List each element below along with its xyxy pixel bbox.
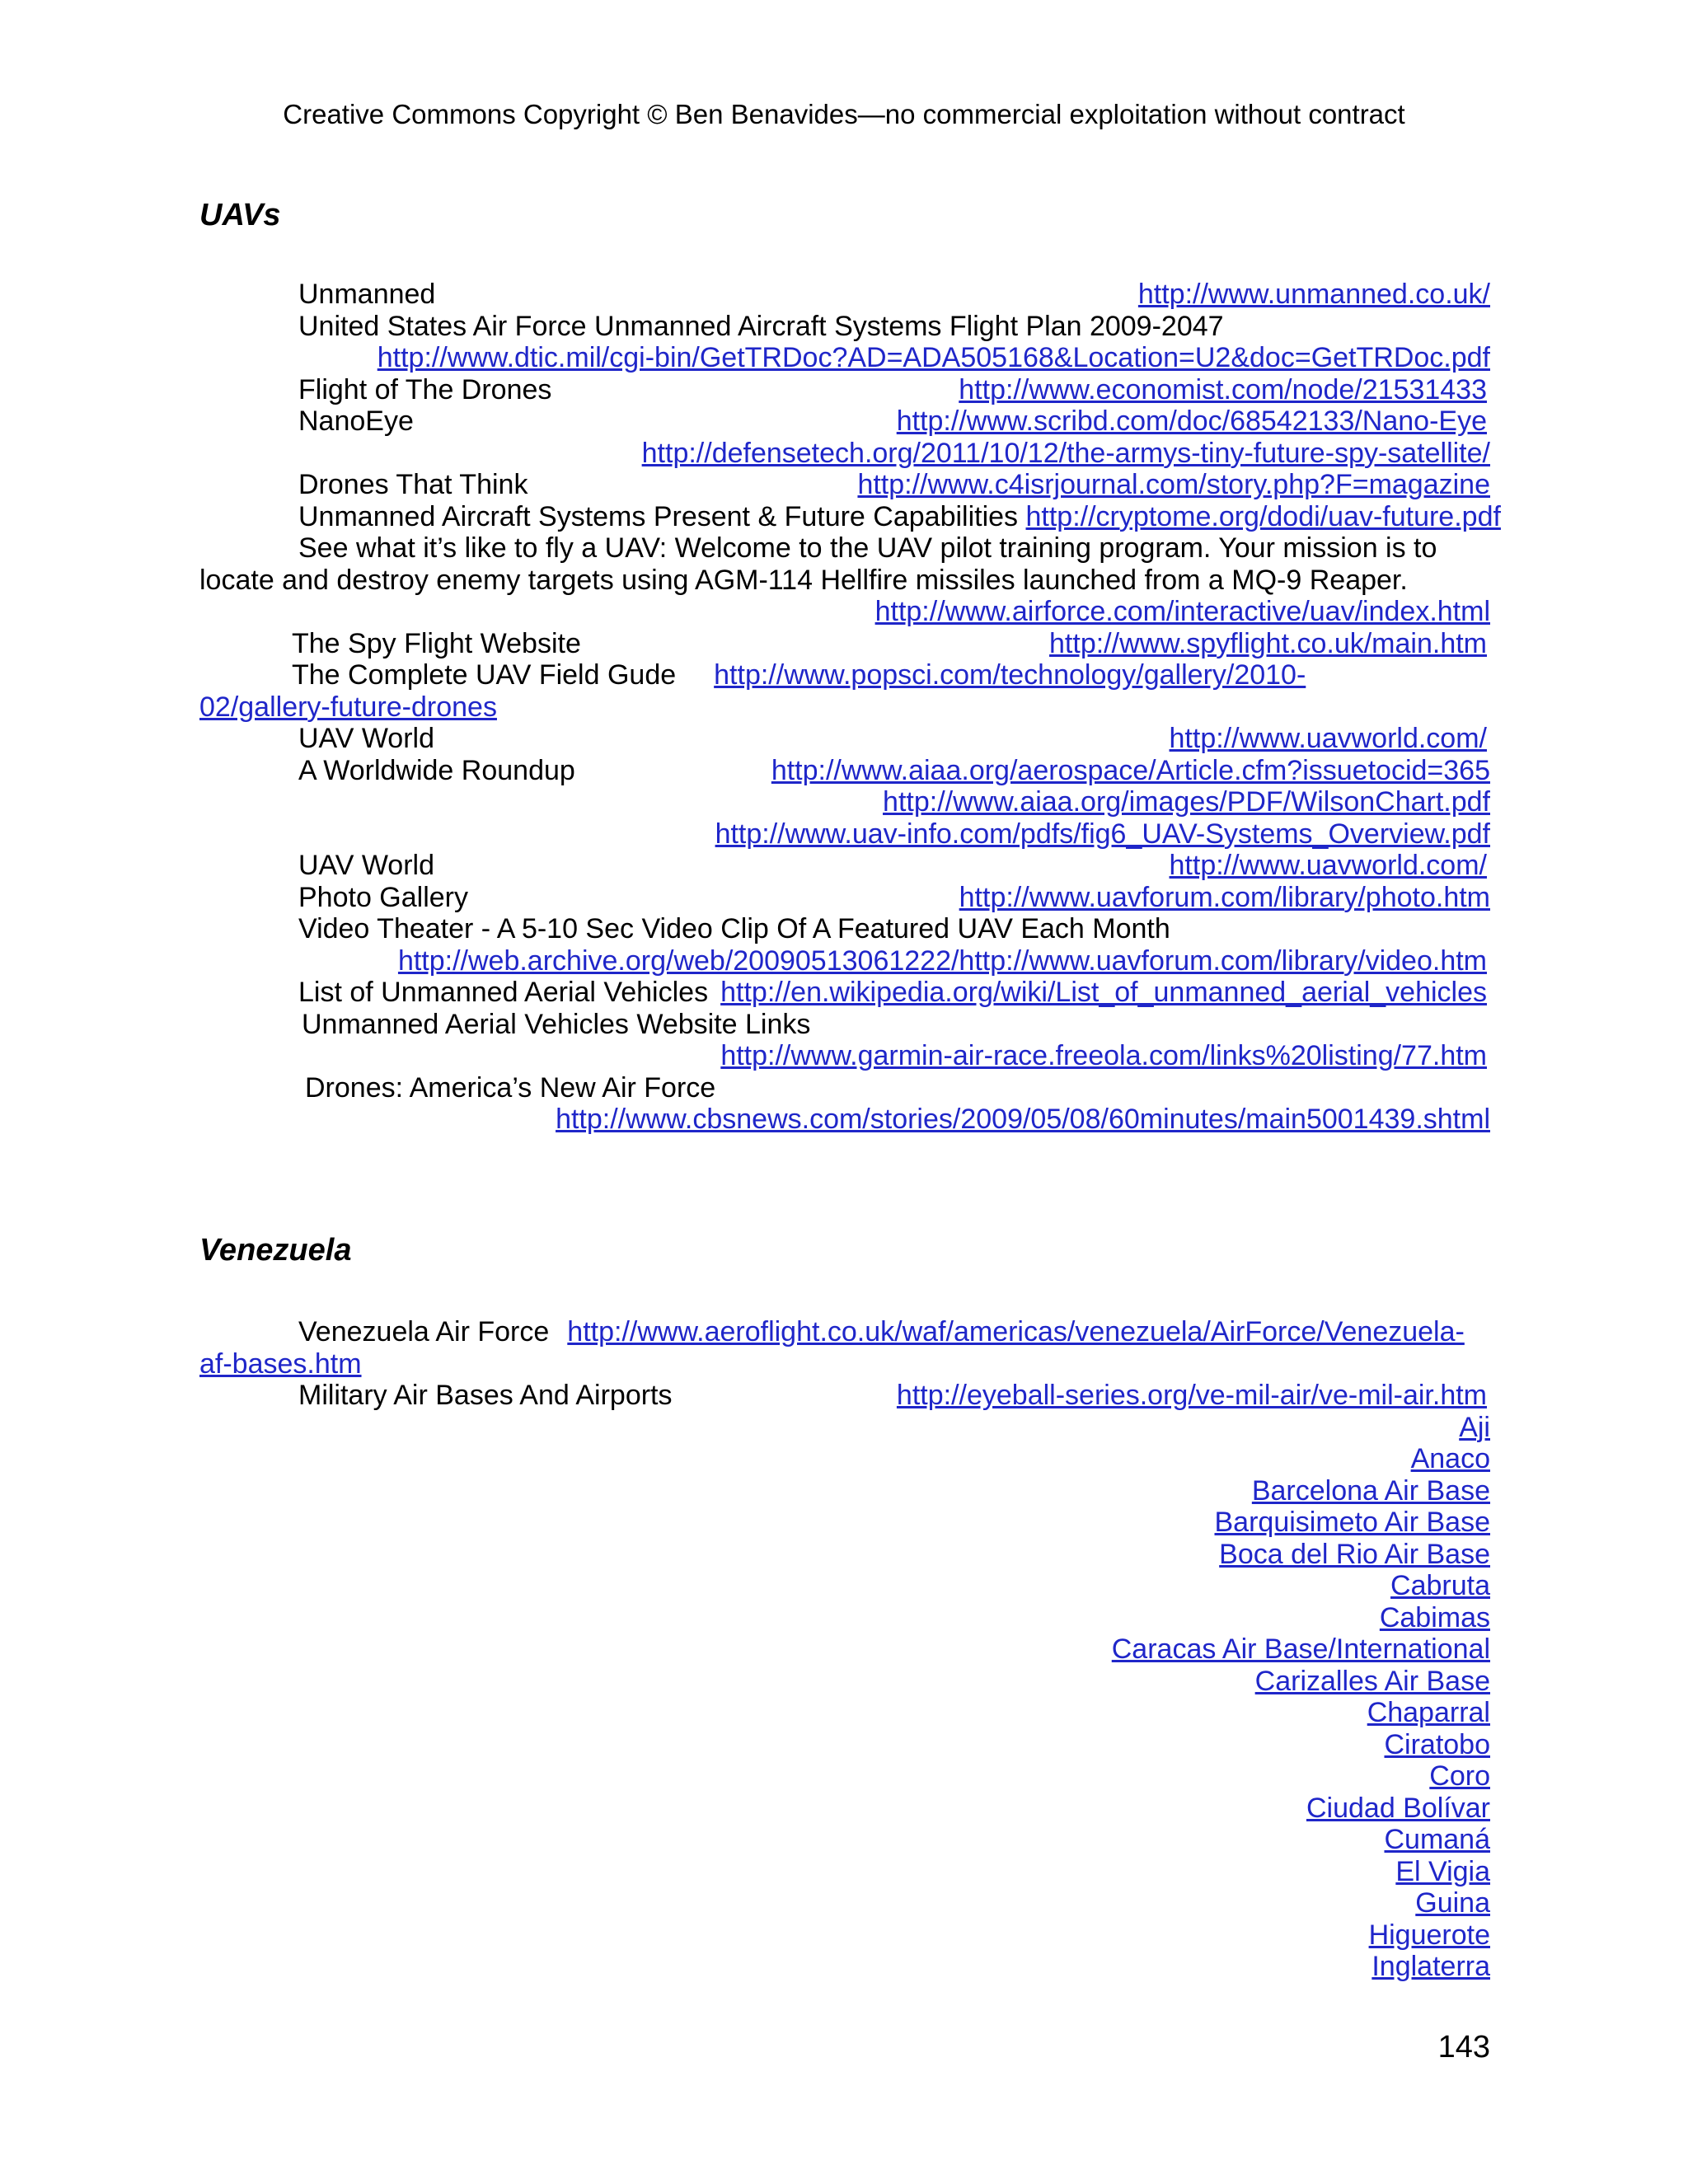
- item-label: NanoEye: [298, 405, 414, 437]
- air-base-link[interactable]: Anaco: [1410, 1443, 1490, 1474]
- page-header: Creative Commons Copyright © Ben Benavides—no commercial exploitation without contract: [283, 99, 1405, 129]
- item-link[interactable]: http://www.aiaa.org/images/PDF/WilsonChart.pdf: [883, 786, 1490, 818]
- item-link[interactable]: http://www.airforce.com/interactive/uav/index.html: [874, 596, 1490, 627]
- item-label: See what it’s like to fly a UAV: Welcome to the UAV pilot training program. Your mission is to locate and destroy enemy targets using AGM-114 Hellfire missiles launched from a MQ-9 Reaper.: [199, 532, 1437, 596]
- item-label: The Spy Flight Website: [292, 627, 581, 659]
- list-item: [199, 945, 1490, 977]
- item-label: Photo Gallery: [298, 881, 468, 913]
- list-item: [199, 1380, 1490, 1412]
- item-link[interactable]: http://www.uavworld.com/: [1169, 723, 1487, 754]
- list-item: [199, 1412, 1490, 1444]
- list-item: [199, 1951, 1490, 1983]
- air-base-link[interactable]: Ciratobo: [1384, 1728, 1490, 1760]
- list-item: [199, 882, 1490, 914]
- item-link[interactable]: http://en.wikipedia.org/wiki/List_of_unmanned_aerial_vehicles: [720, 977, 1487, 1008]
- item-link[interactable]: http://eyeball-series.org/ve-mil-air/ve-mil-air.htm: [896, 1380, 1487, 1411]
- air-base-link[interactable]: Cumaná: [1384, 1824, 1490, 1855]
- list-item: [199, 596, 1490, 628]
- list-item: [199, 1316, 1490, 1380]
- list-item: [199, 1824, 1490, 1856]
- list-item: [199, 977, 1490, 1009]
- item-link[interactable]: http://www.spyflight.co.uk/main.htm: [1049, 627, 1487, 659]
- item-link[interactable]: http://www.aiaa.org/aerospace/Article.cfm?issuetocid=365: [771, 754, 1490, 786]
- air-base-link[interactable]: Guina: [1415, 1887, 1490, 1919]
- item-link[interactable]: http://defensetech.org/2011/10/12/the-armys-tiny-future-spy-satellite/: [641, 437, 1490, 469]
- list-item: [199, 374, 1490, 406]
- air-base-link[interactable]: Chaparral: [1367, 1697, 1490, 1728]
- air-base-link[interactable]: Carizalles Air Base: [1254, 1665, 1490, 1697]
- list-item: [199, 405, 1490, 438]
- list-item: [199, 1602, 1490, 1634]
- list-item: [199, 1104, 1490, 1136]
- air-base-list: [199, 1412, 1490, 1983]
- list-item: [199, 1666, 1490, 1698]
- item-label: The Complete UAV Field Gude: [292, 659, 677, 691]
- air-base-link[interactable]: Inglaterra: [1372, 1951, 1490, 1982]
- item-label: Drones: America’s New Air Force: [305, 1071, 716, 1104]
- air-base-link[interactable]: El Vigia: [1395, 1855, 1490, 1887]
- item-label: Military Air Bases And Airports: [298, 1380, 673, 1411]
- air-base-link[interactable]: Coro: [1429, 1760, 1490, 1792]
- item-label: Venezuela Air Force: [298, 1316, 550, 1347]
- item-link[interactable]: http://www.uav-info.com/pdfs/fig6_UAV-Systems_Overview.pdf: [715, 818, 1490, 850]
- item-link[interactable]: http://www.garmin-air-race.freeola.com/links%20listing/77.htm: [720, 1040, 1487, 1071]
- list-item: [199, 438, 1490, 470]
- item-link[interactable]: http://www.c4isrjournal.com/story.php?F=magazine: [857, 469, 1490, 500]
- list-item: [199, 1040, 1490, 1072]
- item-label: Flight of The Drones: [298, 373, 552, 405]
- section-heading-venezuela: Venezuela: [199, 1233, 352, 1268]
- uav-link-list: [199, 279, 1501, 1136]
- list-item: [199, 532, 1490, 596]
- list-item: [199, 659, 1490, 723]
- list-item: [199, 628, 1490, 660]
- item-link[interactable]: http://www.scribd.com/doc/68542133/Nano-Eye: [896, 405, 1487, 437]
- item-link[interactable]: http://www.unmanned.co.uk/: [1137, 279, 1490, 310]
- air-base-link[interactable]: Barcelona Air Base: [1251, 1474, 1490, 1507]
- venezuela-link-list: [199, 1316, 1490, 1983]
- list-item: [199, 1856, 1490, 1888]
- list-item: [199, 1539, 1490, 1571]
- item-label: List of Unmanned Aerial Vehicles: [298, 977, 709, 1008]
- item-link[interactable]: http://www.uavforum.com/library/photo.htm: [959, 881, 1490, 913]
- item-label: Unmanned: [298, 279, 436, 310]
- list-item: [199, 1443, 1490, 1475]
- air-base-link[interactable]: Barquisimeto Air Base: [1214, 1507, 1490, 1538]
- item-label: United States Air Force Unmanned Aircraft Systems Flight Plan 2009-2047: [298, 310, 1224, 342]
- air-base-link[interactable]: Caracas Air Base/International: [1111, 1633, 1490, 1665]
- air-base-link[interactable]: Higuerote: [1368, 1919, 1490, 1951]
- list-item: [199, 755, 1490, 787]
- list-item: [199, 723, 1490, 755]
- list-item: [199, 1475, 1490, 1507]
- list-item: [199, 1919, 1490, 1952]
- item-link[interactable]: http://www.aeroflight.co.uk/waf/americas/venezuela/AirForce/Venezuela-af-bases.htm: [199, 1316, 1465, 1380]
- list-item: [199, 786, 1490, 818]
- item-link[interactable]: http://web.archive.org/web/20090513061222/http://www.uavforum.com/library/video.htm: [397, 944, 1487, 977]
- list-item: [199, 1009, 1490, 1041]
- air-base-link[interactable]: Aji: [1459, 1411, 1490, 1443]
- list-item: [199, 1072, 1490, 1104]
- list-item: [199, 1729, 1490, 1761]
- list-item: [199, 279, 1490, 311]
- list-item: [199, 850, 1490, 882]
- air-base-link[interactable]: Cabruta: [1390, 1570, 1490, 1601]
- item-label: Drones That Think: [298, 469, 528, 500]
- list-item: [199, 1633, 1490, 1666]
- list-item: [199, 500, 1501, 533]
- item-link[interactable]: http://www.popsci.com/technology/gallery/2010-02/gallery-future-drones: [199, 659, 1306, 723]
- list-item: [199, 818, 1490, 851]
- list-item: [199, 469, 1490, 501]
- section-heading-uavs: UAVs: [199, 198, 281, 232]
- air-base-link[interactable]: Ciudad Bolívar: [1306, 1792, 1490, 1824]
- item-label: A Worldwide Roundup: [298, 754, 575, 786]
- item-label: UAV World: [298, 723, 435, 754]
- list-item: [199, 1793, 1490, 1825]
- item-label: Video Theater - A 5-10 Sec Video Clip Of A Featured UAV Each Month: [298, 913, 1170, 944]
- list-item: [199, 1570, 1490, 1602]
- item-label: UAV World: [298, 850, 435, 881]
- list-item: [199, 1697, 1490, 1729]
- item-link[interactable]: http://www.dtic.mil/cgi-bin/GetTRDoc?AD=ADA505168&Location=U2&doc=GetTRDoc.pdf: [377, 342, 1490, 373]
- list-item: [199, 311, 1490, 343]
- air-base-link[interactable]: Cabimas: [1379, 1601, 1490, 1633]
- item-link[interactable]: http://cryptome.org/dodi/uav-future.pdf: [1025, 500, 1501, 532]
- list-item: [199, 1887, 1490, 1919]
- item-label: Unmanned Aerial Vehicles Website Links: [302, 1008, 811, 1040]
- list-item: [199, 1760, 1490, 1793]
- item-link[interactable]: http://www.cbsnews.com/stories/2009/05/08/60minutes/main5001439.shtml: [556, 1104, 1490, 1135]
- list-item: [199, 1507, 1490, 1539]
- item-label: Unmanned Aircraft Systems Present & Future Capabilities: [298, 500, 1019, 532]
- item-link[interactable]: http://www.economist.com/node/21531433: [959, 373, 1487, 405]
- page-number: 143: [1437, 2030, 1490, 2064]
- air-base-link[interactable]: Boca del Rio Air Base: [1219, 1538, 1490, 1570]
- list-item: [199, 342, 1490, 374]
- list-item: [199, 913, 1490, 945]
- item-link[interactable]: http://www.uavworld.com/: [1169, 850, 1487, 881]
